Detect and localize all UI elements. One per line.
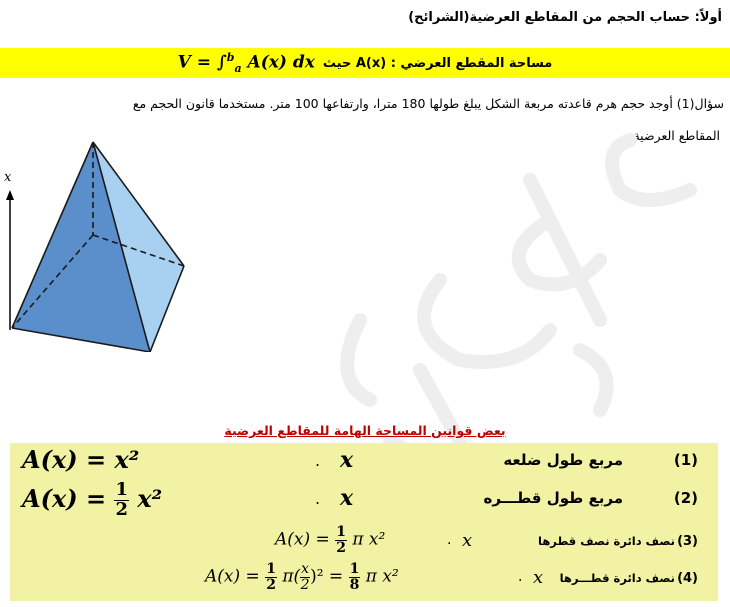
formula-dot: . [315, 451, 321, 470]
question-line-2: المقاطع العرضية. [629, 128, 720, 143]
formula-number: (3) [677, 534, 698, 549]
formula-var: x [340, 447, 354, 473]
lower-limit: a [234, 62, 242, 76]
formula-number: (2) [673, 489, 698, 507]
formulas-box [10, 443, 718, 601]
formula-lhs: A(x) [22, 445, 78, 474]
formula-fraction-2 [349, 562, 361, 592]
formula-lhs: A(x) [205, 566, 241, 587]
volume-formula [178, 51, 315, 75]
fraction-denominator: 2 [115, 498, 128, 520]
question-line-1: سؤال(1) أوجد حجم هرم قاعدته مربعة الشكل يبلغ طولها 180 مترا، وارتفاعها 100 متر. مستخدما قانون الحجم مع [132, 96, 724, 111]
formula-math [205, 562, 399, 592]
formula-description: نصف دائرة قطـــرها [559, 571, 675, 585]
formula-integral: V = ∫ [177, 52, 227, 73]
formula-fraction [114, 481, 129, 520]
formula-row-2 [10, 479, 718, 523]
formula-eq: = [315, 529, 330, 550]
upper-limit: b [226, 50, 235, 64]
axis-label-x: x [4, 170, 12, 185]
fraction-denominator: 2 [266, 576, 276, 593]
pyramid-figure [0, 140, 190, 352]
formula-expr: π x² [352, 529, 386, 550]
fraction-numerator: 1 [336, 524, 346, 540]
fraction-numerator: 1 [349, 561, 360, 577]
x-axis-arrowhead [6, 190, 14, 200]
formula-integrand: A(x) dx [247, 52, 315, 73]
cross-section-label: مساحة المقطع العرضي : A(x) حيث [322, 55, 553, 71]
formula-row-3 [10, 523, 718, 563]
formula-pi-open: π( [282, 566, 301, 587]
fraction-denominator: 2 [336, 539, 346, 556]
formula-description: نصف دائرة نصف قطرها [538, 534, 675, 548]
formula-row-1 [10, 445, 718, 483]
formula-eq: = [86, 483, 107, 513]
fraction-denominator: 8 [349, 576, 360, 593]
formulas-title: بعض قوانين المساحة الهامة للمقاطع العرضية [224, 423, 506, 438]
formula-number: (4) [677, 571, 698, 586]
inner-denominator: 2 [300, 576, 310, 593]
formula-var: x [462, 530, 473, 551]
formula-fraction [265, 562, 277, 592]
volume-formula-banner [0, 48, 730, 78]
fraction-numerator: 1 [266, 561, 276, 577]
formula-row-4 [10, 561, 718, 601]
formula-dot: . [447, 532, 452, 548]
formula-var: x [533, 567, 544, 588]
formula-math [22, 445, 139, 474]
formula-expr: x² [114, 445, 140, 474]
formula-dot: . [315, 489, 321, 508]
fraction-numerator: 1 [115, 479, 128, 500]
formula-expr: x² [137, 483, 163, 513]
formula-expr: π x² [365, 566, 399, 587]
formula-fraction [335, 525, 347, 555]
formula-lhs: A(x) [275, 529, 311, 550]
formula-eq: = [245, 566, 260, 587]
formula-lhs: A(x) [22, 483, 78, 513]
formula-dot: . [518, 569, 523, 585]
formula-description: مربع طول ضلعه [503, 451, 623, 469]
formula-inner-fraction [300, 562, 310, 592]
formula-description: مربع طول قطـــره [483, 489, 623, 507]
formula-math [275, 525, 385, 555]
formula-math [22, 481, 162, 520]
inner-numerator: x [301, 561, 310, 577]
section-title: أولاً: حساب الحجم من المقاطع العرضية(الشرائح) [408, 10, 722, 25]
formula-var: x [340, 485, 354, 511]
formula-close-eq: )² = [310, 566, 344, 587]
formula-number: (1) [673, 451, 698, 469]
formula-eq: = [86, 445, 107, 474]
